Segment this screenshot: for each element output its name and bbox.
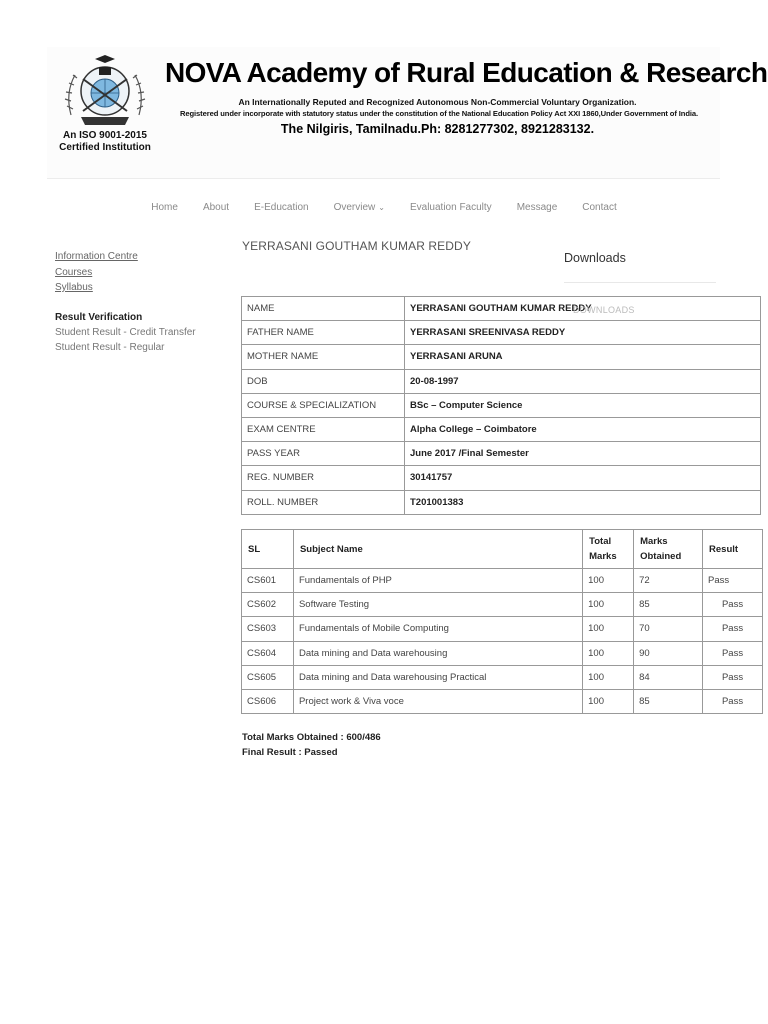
info-value: YERRASANI ARUNA	[405, 345, 761, 369]
info-key: ROLL. NUMBER	[242, 490, 405, 514]
table-row	[242, 641, 763, 665]
cell-total: 100	[583, 569, 634, 593]
nav-about[interactable]: About	[202, 202, 230, 213]
info-key: PASS YEAR	[242, 442, 405, 466]
info-key: NAME	[242, 297, 405, 321]
header-subject: Subject Name	[293, 530, 582, 569]
result-summary	[242, 731, 381, 760]
nav-contact[interactable]: Contact	[582, 202, 617, 213]
main-nav	[0, 202, 768, 213]
marks-table-container	[241, 529, 744, 714]
sidebar-item-regular[interactable]: Student Result - Regular	[55, 341, 165, 353]
nav-overview[interactable]	[334, 202, 385, 213]
table-row	[242, 466, 761, 490]
cell-sl: CS603	[242, 617, 294, 641]
info-value: 30141757	[405, 466, 761, 490]
info-value: T201001383	[405, 490, 761, 514]
final-result: Final Result : Passed	[242, 746, 338, 758]
cell-total: 100	[583, 689, 634, 713]
cell-total: 100	[583, 593, 634, 617]
table-row	[242, 345, 761, 369]
cell-subject: Data mining and Data warehousing	[293, 641, 582, 665]
cell-total: 100	[583, 617, 634, 641]
cell-obtained: 84	[634, 665, 703, 689]
nav-e-education[interactable]: E-Education	[254, 202, 309, 213]
iso-certification: An ISO 9001-2015 Certified Institution	[59, 130, 151, 153]
header-result: Result	[703, 530, 763, 569]
info-value: June 2017 /Final Semester	[405, 442, 761, 466]
cell-sl: CS602	[242, 593, 294, 617]
cell-sl: CS606	[242, 689, 294, 713]
nav-evaluation-faculty[interactable]: Evaluation Faculty	[409, 202, 492, 213]
table-row	[242, 393, 761, 417]
table-row	[242, 490, 761, 514]
info-key: DOB	[242, 369, 405, 393]
info-value: YERRASANI GOUTHAM KUMAR REDDY	[405, 297, 761, 321]
total-marks-obtained: Total Marks Obtained : 600/486	[242, 732, 381, 743]
nav-home[interactable]: Home	[151, 202, 178, 213]
organization-subtitle: An Internationally Reputed and Recognized Autonomous Non-Commercial Voluntary Organization.	[238, 97, 637, 107]
table-row	[242, 569, 763, 593]
student-info-table-container	[241, 296, 733, 515]
table-row	[242, 617, 763, 641]
cell-obtained: 90	[634, 641, 703, 665]
cell-sl: CS601	[242, 569, 294, 593]
sidebar-heading-result-verification: Result Verification	[55, 311, 143, 323]
info-value: Alpha College – Coimbatore	[405, 417, 761, 441]
cell-total: 100	[583, 641, 634, 665]
cell-obtained: 85	[634, 593, 703, 617]
academy-emblem-icon	[61, 53, 149, 131]
cell-result: Pass	[703, 641, 763, 665]
info-key: EXAM CENTRE	[242, 417, 405, 441]
header-marks-obtained: Marks Obtained	[634, 530, 703, 569]
nav-message[interactable]: Message	[516, 202, 558, 213]
info-value: BSc – Computer Science	[405, 393, 761, 417]
header-total-marks: Total Marks	[583, 530, 634, 569]
nav-overview-label: Overview	[333, 202, 376, 213]
table-row	[242, 593, 763, 617]
cell-sl: CS604	[242, 641, 294, 665]
table-row	[242, 442, 761, 466]
cell-sl: CS605	[242, 665, 294, 689]
chevron-down-icon: ⌄	[378, 203, 385, 212]
sidebar-item-credit-transfer[interactable]: Student Result - Credit Transfer	[55, 326, 196, 338]
sidebar-link-syllabus[interactable]: Syllabus	[55, 282, 93, 293]
table-row	[242, 369, 761, 393]
organization-registration: Registered under incorporate with statutory status under the constitution of the National Education Policy Act XXI 1860,Under Government of India.	[179, 109, 699, 118]
table-row	[242, 321, 761, 345]
header-sl: SL	[242, 530, 294, 569]
sidebar-link-information-centre[interactable]: Information Centre	[55, 251, 138, 262]
sidebar-link-courses[interactable]: Courses	[55, 266, 93, 278]
info-key: FATHER NAME	[242, 321, 405, 345]
organization-contact: The Nilgiris, Tamilnadu.Ph: 8281277302, 8921283132.	[280, 122, 595, 136]
cell-obtained: 70	[634, 617, 703, 641]
cell-result: Pass	[703, 665, 763, 689]
downloads-label[interactable]: DOWNLOADS	[573, 305, 635, 315]
info-key: REG. NUMBER	[242, 466, 405, 490]
cell-obtained: 85	[634, 689, 703, 713]
cell-subject: Fundamentals of PHP	[293, 569, 582, 593]
info-value: 20-08-1997	[405, 369, 761, 393]
marks-table	[241, 529, 763, 714]
page-title: YERRASANI GOUTHAM KUMAR REDDY	[242, 239, 471, 253]
sidebar	[55, 249, 230, 355]
cell-result: Pass	[703, 593, 763, 617]
table-row	[242, 689, 763, 713]
table-row	[242, 665, 763, 689]
cell-result: Pass	[703, 617, 763, 641]
info-key: MOTHER NAME	[242, 345, 405, 369]
cell-subject: Project work & Viva voce	[293, 689, 582, 713]
downloads-heading: Downloads	[564, 251, 626, 265]
cell-total: 100	[583, 665, 634, 689]
info-value: YERRASANI SREENIVASA REDDY	[405, 321, 761, 345]
cell-subject: Fundamentals of Mobile Computing	[293, 617, 582, 641]
table-row	[242, 417, 761, 441]
cell-subject: Software Testing	[293, 593, 582, 617]
organization-title: NOVA Academy of Rural Education & Research	[165, 57, 768, 88]
table-header-row	[242, 530, 763, 569]
cell-result: Pass	[703, 689, 763, 713]
info-key: COURSE & SPECIALIZATION	[242, 393, 405, 417]
cell-result: Pass	[703, 569, 763, 593]
downloads-divider	[564, 282, 716, 283]
cell-subject: Data mining and Data warehousing Practical	[293, 665, 582, 689]
header-banner	[47, 47, 768, 179]
table-row	[242, 297, 761, 321]
cell-obtained: 72	[634, 569, 703, 593]
student-info-table	[241, 296, 761, 515]
